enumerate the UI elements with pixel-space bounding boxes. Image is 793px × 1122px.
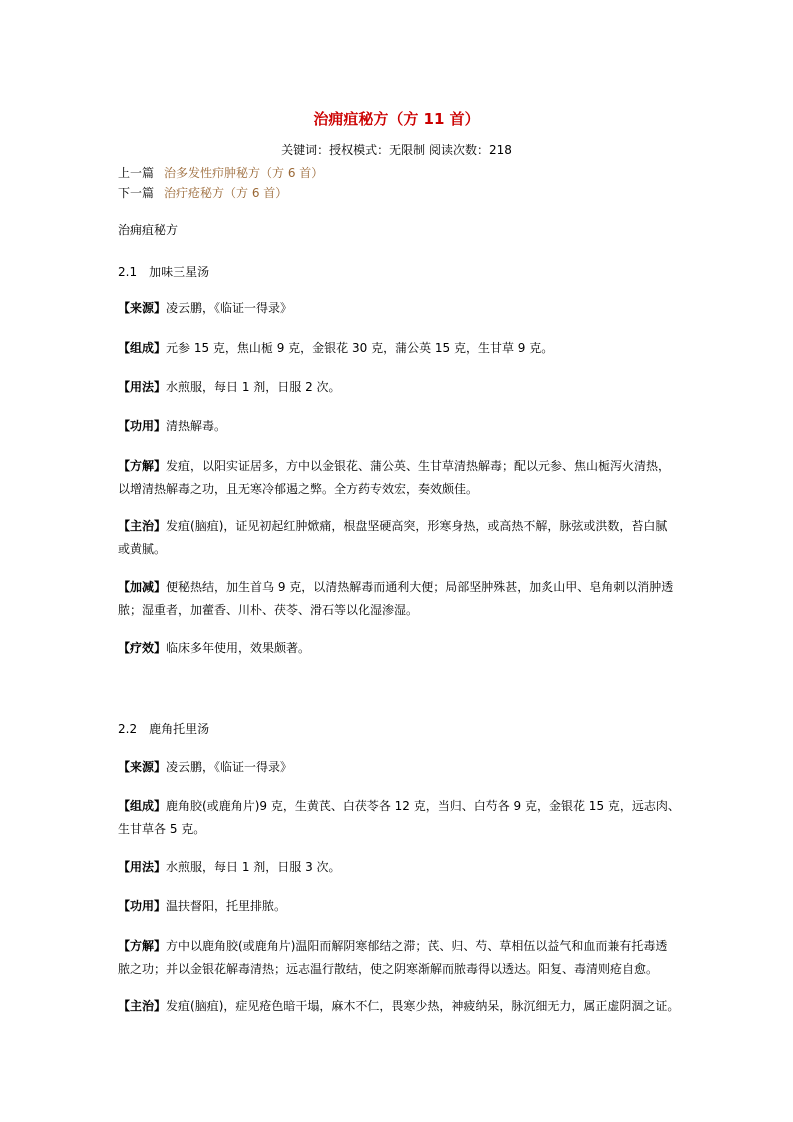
section-title: 2.1 加味三星汤	[118, 265, 210, 279]
field-text: 发疽，以阳实证居多，方中以金银花、蒲公英、生甘草清热解毒；配以元参、焦山栀泻火清热，	[166, 459, 671, 473]
section-title: 2.2 鹿角托里汤	[118, 722, 210, 736]
field-text: 水煎服，每日 1 剂，日服 3 次。	[166, 860, 341, 874]
source-line	[118, 757, 683, 777]
next-label: 下一篇	[118, 186, 155, 200]
field-text: 凌云鹏，《临证一得录》	[166, 301, 293, 315]
source-line	[118, 298, 683, 318]
field-tag: 【来源】	[118, 760, 167, 774]
article-meta: 关键词：授权模式：无限制 阅读次数：218	[281, 143, 512, 157]
next-article-link[interactable]: 治疔疮秘方（方 6 首）	[164, 186, 288, 200]
field-tag: 【用法】	[118, 380, 167, 394]
indication-line-2: 或黄腻。	[118, 542, 167, 556]
field-text: 临床多年使用，效果颇著。	[166, 641, 311, 655]
field-text: 清热解毒。	[166, 419, 227, 433]
field-tag: 【疗效】	[118, 641, 167, 655]
field-text: 温扶督阳，托里排脓。	[166, 899, 287, 913]
field-tag: 【来源】	[118, 301, 167, 315]
field-text: 鹿角胶(或鹿角片)9 克，生黄芪、白茯苓各 12 克，当归、白芍各 9 克，金银花 15 克，远志肉、	[166, 799, 680, 813]
field-tag: 【方解】	[118, 459, 167, 473]
field-tag: 【加减】	[118, 580, 167, 594]
modification-line	[118, 577, 683, 597]
field-tag: 【组成】	[118, 341, 167, 355]
modification-line-2: 脓；湿重者，加藿香、川朴、茯苓、滑石等以化湿渗湿。	[118, 603, 419, 617]
field-tag: 【功用】	[118, 899, 167, 913]
prev-article	[118, 164, 323, 181]
prev-label: 上一篇	[118, 166, 155, 180]
field-tag: 【用法】	[118, 860, 167, 874]
result-line	[118, 638, 683, 658]
field-text: 凌云鹏，《临证一得录》	[166, 760, 293, 774]
page-title: 治痈疽秘方（方 11 首）	[313, 110, 480, 128]
explanation-line-2: 以增清热解毒之功，且无寒冷郁遏之弊。全方药专效宏，奏效颇佳。	[118, 482, 479, 496]
field-text: 元参 15 克，焦山栀 9 克，金银花 30 克，蒲公英 15 克，生甘草 9 克。	[166, 341, 554, 355]
indication-line	[118, 516, 683, 536]
explanation-line	[118, 456, 683, 476]
usage-line	[118, 857, 683, 877]
article-heading: 治痈疽秘方	[118, 223, 179, 237]
field-text: 发疽(脑疽)，症见疮色暗干塌，麻木不仁，畏寒少热，神疲纳呆，脉沉细无力，属正虚阴涸之证。	[166, 999, 680, 1013]
field-text: 水煎服，每日 1 剂，日服 2 次。	[166, 380, 341, 394]
field-tag: 【主治】	[118, 999, 167, 1013]
composition-line-2: 生甘草各 5 克。	[118, 822, 206, 836]
field-text: 方中以鹿角胶(或鹿角片)温阳而解阴寒郁结之滞；芪、归、芍、草相伍以益气和血而兼有托毒透	[166, 939, 668, 953]
field-text: 发疽(脑疽)，证见初起红肿焮痛，根盘坚硬高突，形寒身热，或高热不解，脉弦或洪数，苔白腻	[166, 519, 668, 533]
explanation-line	[118, 936, 683, 956]
next-article	[118, 184, 287, 201]
field-text: 便秘热结，加生首乌 9 克，以清热解毒而通利大便；局部坚肿殊甚，加炙山甲、皂角刺以消肿透	[166, 580, 674, 594]
field-tag: 【方解】	[118, 939, 167, 953]
indication-line	[118, 996, 683, 1016]
prev-article-link[interactable]: 治多发性疖肿秘方（方 6 首）	[164, 166, 324, 180]
explanation-line-2: 脓之功；并以金银花解毒清热；远志温行散结，使之阴寒渐解而脓毒得以透达。阳复、毒清则疮自愈。	[118, 962, 659, 976]
composition-line	[118, 338, 683, 358]
field-tag: 【功用】	[118, 419, 167, 433]
effect-line	[118, 896, 683, 916]
usage-line	[118, 377, 683, 397]
composition-line	[118, 796, 683, 816]
field-tag: 【组成】	[118, 799, 167, 813]
field-tag: 【主治】	[118, 519, 167, 533]
effect-line	[118, 416, 683, 436]
